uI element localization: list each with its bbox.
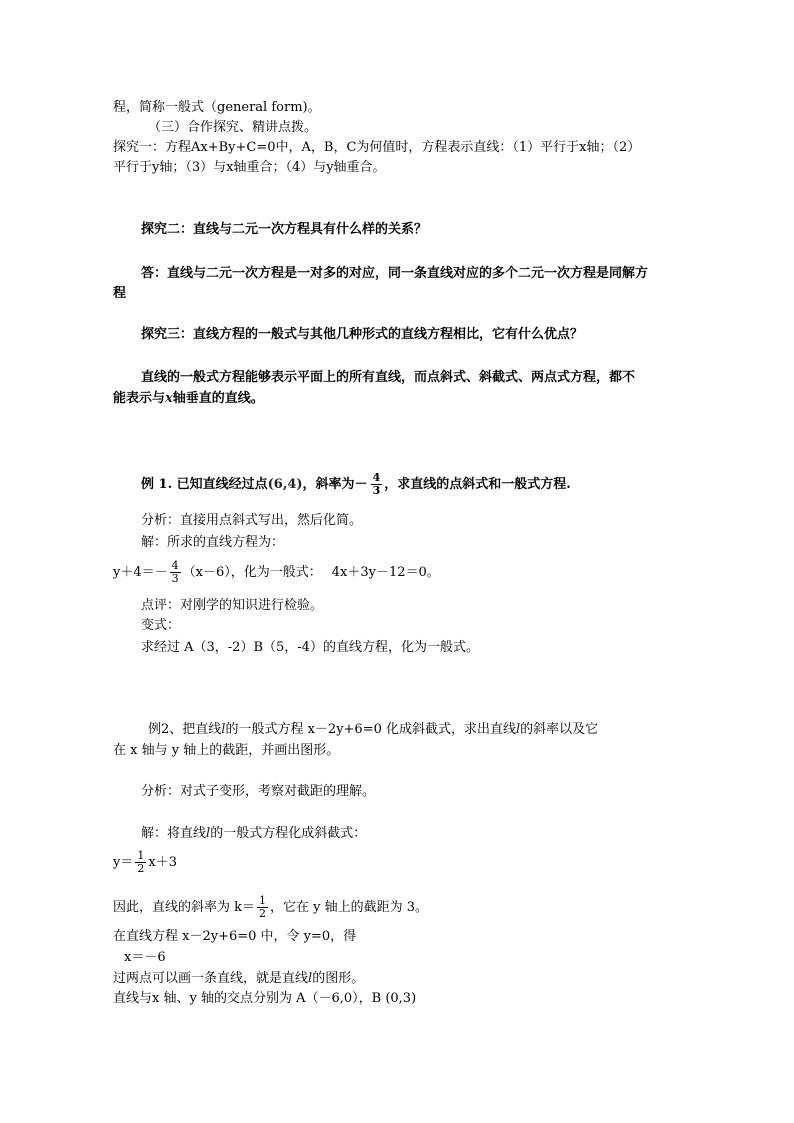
text-fragment: 的一般式方程化成斜截式： — [210, 826, 367, 841]
denominator: 3 — [372, 484, 381, 497]
text-fragment: 能表示与 — [113, 391, 166, 406]
analysis-one: 分析：直接用点斜式写出，然后化简。 — [141, 513, 363, 528]
analysis-two: 分析：对式子变形，考察对截距的理解。 — [141, 784, 376, 799]
variant-label: 变式： — [141, 618, 181, 633]
fraction — [257, 895, 268, 920]
denominator: 2 — [259, 907, 267, 920]
equation-one — [113, 560, 440, 585]
math-point: (6,4) — [267, 477, 303, 492]
denominator: 3 — [171, 572, 179, 585]
text-fragment: 例2、把直线 — [148, 722, 222, 737]
minus-sign: － — [354, 477, 368, 492]
denominator: 2 — [137, 862, 145, 875]
math-variable: l — [516, 722, 521, 737]
exploration-two: 探究二：直线与二元一次方程具有什么样的关系？ — [141, 222, 428, 237]
text-fragment: 因此，直线的斜率为 k＝ — [113, 900, 256, 915]
text-fragment: 轴垂直的直线。 — [172, 391, 264, 406]
math-variable: l — [206, 826, 211, 841]
example-one — [141, 472, 571, 497]
numerator: 4 — [171, 559, 179, 572]
text-line: 程 — [113, 286, 127, 301]
text-line: 在 x 轴与 y 轴上的截距，并画出图形。 — [113, 743, 340, 758]
text-fragment: 过两点可以画一条直线，就是直线 — [113, 971, 309, 986]
solution-two — [141, 826, 366, 842]
fraction — [371, 472, 383, 497]
solution-one: 解：所求的直线方程为： — [141, 535, 285, 550]
answer-two: 答：直线与二元一次方程是一对多的对应，同一条直线对应的多个二元一次方程是同解方 — [141, 266, 649, 281]
text-fragment: 例 1. 已知直线经过点 — [141, 477, 268, 492]
numerator: 4 — [372, 471, 381, 484]
text-fragment: ，斜率为 — [302, 477, 355, 492]
math-variable: l — [221, 722, 226, 737]
text-fragment: 的图形。 — [312, 971, 365, 986]
math-variable: x — [165, 391, 173, 406]
text-line: 直线与x 轴、y 轴的交点分别为 A（－6,0），B (0,3) — [113, 991, 417, 1006]
text-fragment: y＋4＝－ — [113, 565, 168, 580]
text-line: 程，简称一般式（general form)。 — [113, 100, 321, 115]
text-fragment: x＋3 — [148, 855, 177, 870]
exploration-three: 探究三：直线方程的一般式与其他几种形式的直线方程相比，它有什么优点？ — [141, 327, 584, 342]
section-heading: （三）合作探究、精讲点拨。 — [148, 120, 318, 135]
comment-one: 点评：对刚学的知识进行检验。 — [141, 598, 324, 613]
text-fragment: ，它在 y 轴上的截距为 3。 — [270, 900, 429, 915]
text-line: x＝－6 — [124, 950, 166, 965]
text-fragment: 的斜率以及它 — [520, 722, 599, 737]
text-fragment: y＝ — [113, 855, 134, 870]
text-line: 在直线方程 x－2y+6=0 中，令 y=0，得 — [113, 929, 357, 944]
math-variable: l — [308, 971, 313, 986]
exploration-one: 探究一：方程Ax+By+C=0中，A，B，C为何值时，方程表示直线：（1）平行于x轴；（2） — [113, 140, 641, 155]
text-line — [113, 391, 264, 407]
answer-three: 直线的一般式方程能够表示平面上的所有直线，而点斜式、斜截式、两点式方程，都不 — [141, 370, 636, 385]
text-fragment: （x－6），化为一般式： — [182, 565, 322, 580]
text-fragment: ，求直线的点斜式和一般式方程. — [384, 477, 571, 492]
fraction — [170, 560, 181, 585]
slope-line — [113, 895, 428, 920]
equation-two — [113, 850, 177, 875]
text-line: 平行于y轴；（3）与x轴重合；（4）与y轴重合。 — [113, 160, 386, 175]
variant-question: 求经过 A（3，-2）B（5，-4）的直线方程，化为一般式。 — [141, 640, 479, 655]
numerator: 1 — [259, 894, 267, 907]
fraction — [135, 850, 146, 875]
text-fragment: 的一般式方程 x－2y+6=0 化成斜截式，求出直线 — [225, 722, 516, 737]
example-two — [148, 722, 598, 738]
text-line — [113, 971, 364, 987]
numerator: 1 — [137, 849, 145, 862]
text-fragment: 解：将直线 — [141, 826, 207, 841]
text-fragment: 4x＋3y－12＝0。 — [331, 565, 440, 580]
